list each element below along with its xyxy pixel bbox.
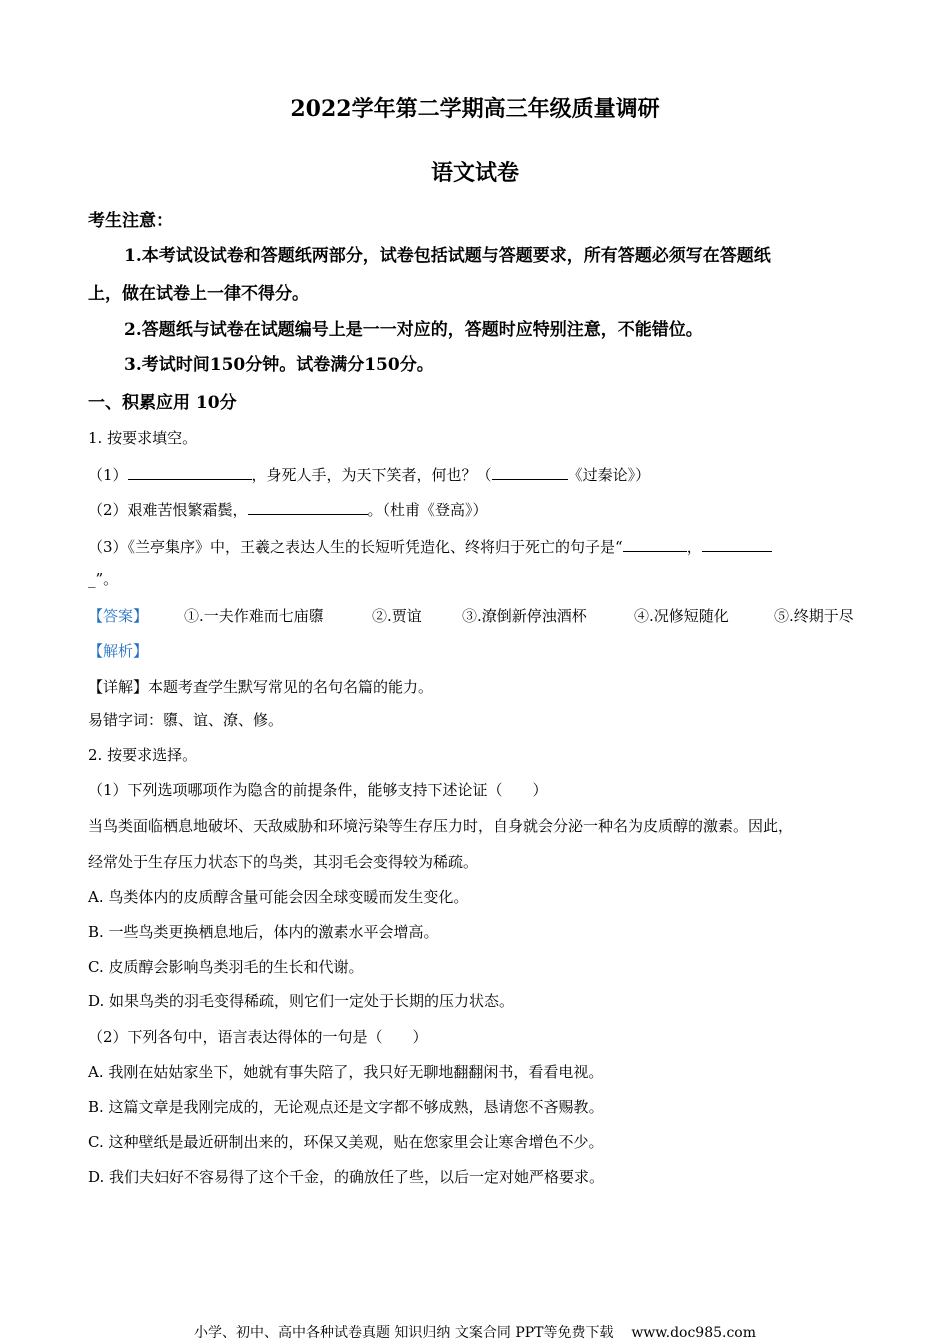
answer-blank[interactable] bbox=[128, 463, 252, 480]
q1-p2-post: 。（杜甫《登高》） bbox=[367, 501, 488, 519]
q1-p3-b-pre: _ bbox=[88, 570, 96, 588]
q1-p3-a: （3）《兰亭集序》中，王羲之表达人生的长短听凭造化、终将归于死亡的句子是“ bbox=[88, 538, 623, 556]
q1-p3-comma: ， bbox=[686, 538, 702, 556]
q1-part-2 bbox=[88, 498, 488, 520]
q2-1-option-a: A. 鸟类体内的皮质醇含量可能会因全球变暖而发生变化。 bbox=[88, 888, 469, 906]
q2-2-option-c: C. 这种壁纸是最近研制出来的，环保又美观，贴在您家里会让寒舍增色不少。 bbox=[88, 1133, 604, 1151]
q1-p1-pre: （1） bbox=[88, 466, 128, 484]
footer-site-link[interactable]: www.doc985.com bbox=[631, 1325, 757, 1341]
notice-item-1b: 上，做在试卷上一律不得分。 bbox=[88, 284, 309, 304]
q2-2-option-a: A. 我刚在姑姑家坐下，她就有事失陪了，我只好无聊地翻翻闲书，看看电视。 bbox=[88, 1063, 604, 1081]
q2-passage-a: 当鸟类面临栖息地破坏、天敌威胁和环境污染等生存压力时，自身就会分泌一种名为皮质醇的激素。因此， bbox=[88, 817, 794, 835]
typo-note: 易错字词：隳、谊、潦、修。 bbox=[88, 711, 284, 729]
analysis-label: 【解析】 bbox=[88, 642, 149, 660]
q1-p1-mid: ，身死人手，为天下笑者，何也？（ bbox=[251, 466, 492, 484]
answer-item-5: ⑤.终期于尽 bbox=[774, 607, 854, 625]
page-footer bbox=[0, 1322, 950, 1342]
q1-part-3-end bbox=[88, 569, 118, 589]
notice-item-2: 2.答题纸与试卷在试题编号上是一一对应的，答题时应特别注意，不能错位。 bbox=[124, 320, 703, 340]
q2-1-option-b: B. 一些鸟类更换栖息地后，体内的激素水平会增高。 bbox=[88, 923, 439, 941]
notice-item-1a: 1.本考试设试卷和答题纸两部分，试卷包括试题与答题要求，所有答题必须写在答题纸 bbox=[124, 246, 771, 266]
q1-stem: 1. 按要求填空。 bbox=[88, 429, 198, 447]
answer-item-1: ①.一夫作难而七庙隳 bbox=[184, 607, 324, 625]
q2-1-option-c: C. 皮质醇会影响鸟类羽毛的生长和代谢。 bbox=[88, 958, 364, 976]
q2-stem: 2. 按要求选择。 bbox=[88, 746, 198, 764]
exam-subtitle: 语文试卷 bbox=[430, 160, 519, 186]
q1-p1-post: 《过秦论》） bbox=[567, 466, 651, 484]
q2-sub-1: （1）下列选项哪项作为隐含的前提条件，能够支持下述论证（ ） bbox=[88, 781, 548, 799]
q2-2-option-b: B. 这篇文章是我刚完成的，无论观点还是文字都不够成熟，恳请您不吝赐教。 bbox=[88, 1098, 604, 1116]
exam-title: 2022学年第二学期高三年级质量调研 bbox=[290, 96, 660, 122]
q2-1-option-d: D. 如果鸟类的羽毛变得稀疏，则它们一定处于长期的压力状态。 bbox=[88, 992, 515, 1010]
answer-blank[interactable] bbox=[492, 463, 568, 480]
q1-part-3 bbox=[88, 535, 772, 557]
q2-2-option-d: D. 我们夫妇好不容易得了这个千金，的确放任了些，以后一定对她严格要求。 bbox=[88, 1168, 605, 1186]
answer-label: 【答案】 bbox=[88, 607, 149, 625]
q1-p2-pre: （2）艰难苦恨繁霜鬓， bbox=[88, 501, 248, 519]
answer-item-3: ③.潦倒新停浊酒杯 bbox=[462, 607, 587, 625]
footer-text: 小学、初中、高中各种试卷真题 知识归纳 文案合同 PPT等免费下载 bbox=[193, 1325, 614, 1341]
q1-part-1 bbox=[88, 463, 650, 485]
answer-blank[interactable] bbox=[623, 535, 687, 552]
answer-blank[interactable] bbox=[248, 498, 368, 515]
q2-sub-2: （2）下列各句中，语言表达得体的一句是（ ） bbox=[88, 1028, 428, 1046]
q2-passage-b: 经常处于生存压力状态下的鸟类，其羽毛会变得较为稀疏。 bbox=[88, 853, 479, 871]
answer-blank[interactable] bbox=[702, 535, 772, 552]
answer-item-2: ②.贾谊 bbox=[372, 607, 422, 625]
notice-item-3: 3.考试时间150分钟。试卷满分150分。 bbox=[124, 355, 434, 375]
q1-answer-row bbox=[88, 606, 868, 626]
answer-item-4: ④.况修短随化 bbox=[634, 607, 729, 625]
section-1-heading: 一、积累应用 10分 bbox=[88, 393, 237, 413]
detail-text: 【详解】本题考查学生默写常见的名句名篇的能力。 bbox=[88, 678, 434, 696]
notice-heading: 考生注意： bbox=[88, 211, 173, 231]
q1-p3-b-post: ”。 bbox=[95, 570, 119, 588]
